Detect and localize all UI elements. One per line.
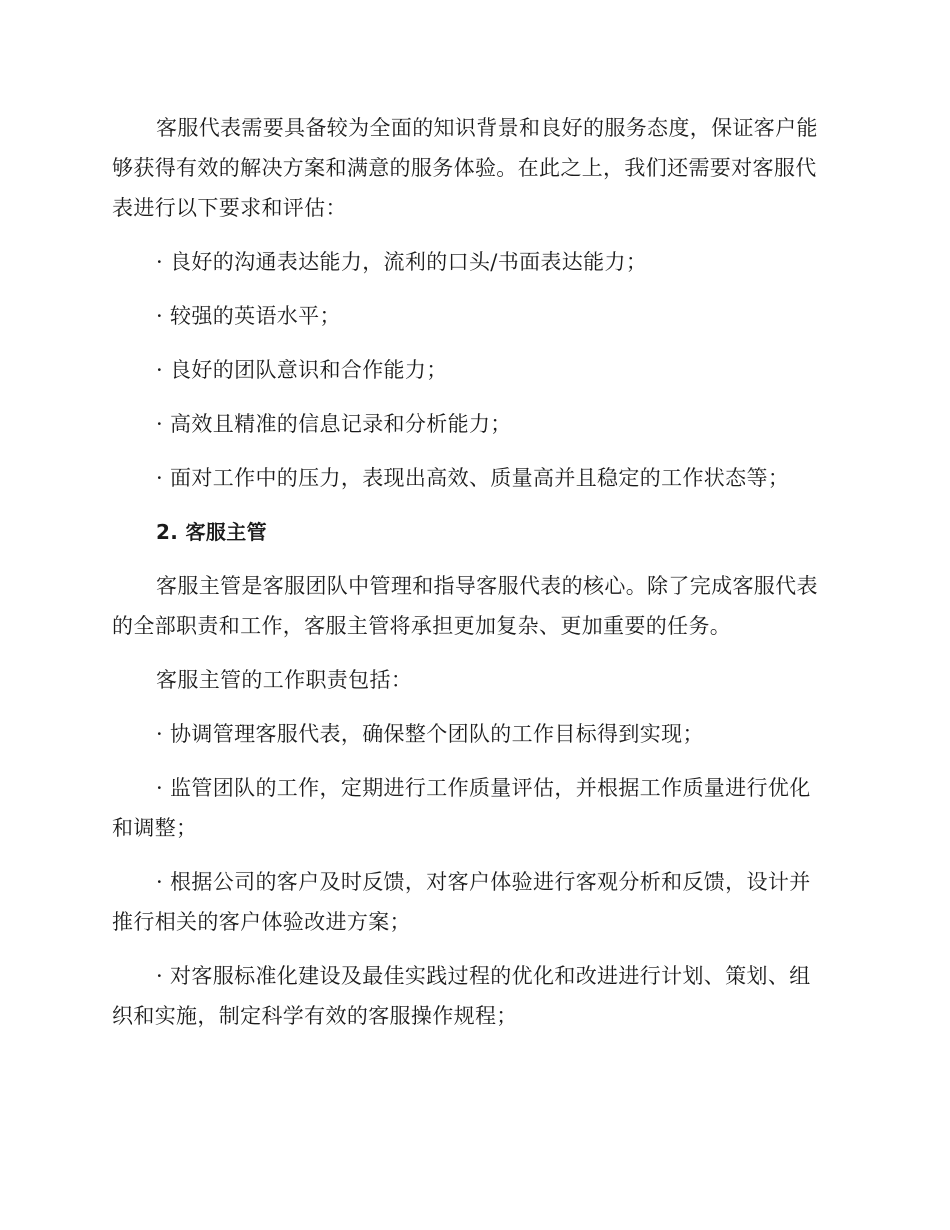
spacer	[112, 552, 830, 566]
spacer	[112, 754, 830, 768]
spacer	[112, 942, 830, 956]
document-body	[112, 108, 830, 1036]
supervisor-duty-item: · 监管团队的工作，定期进行工作质量评估，并根据工作质量进行优化和调整；	[112, 776, 811, 840]
spacer	[112, 228, 830, 242]
spacer	[112, 390, 830, 404]
spacer	[112, 700, 830, 714]
rep-requirement-item: · 面对工作中的压力，表现出高效、质量高并且稳定的工作状态等；	[156, 466, 790, 490]
supervisor-duties-intro: 客服主管的工作职责包括：	[156, 668, 413, 692]
intro-paragraph: 客服代表需要具备较为全面的知识背景和良好的服务态度，保证客户能够获得有效的解决方案和满意的服务体验。在此之上，我们还需要对客服代表进行以下要求和评估：	[112, 116, 818, 220]
supervisor-intro-paragraph: 客服主管是客服团队中管理和指导客服代表的核心。除了完成客服代表的全部职责和工作，客服主管将承担更加复杂、更加重要的任务。	[112, 574, 818, 638]
rep-requirement-item: · 高效且精准的信息记录和分析能力；	[156, 412, 512, 436]
supervisor-duty-item: · 根据公司的客户及时反馈，对客户体验进行客观分析和反馈，设计并推行相关的客户体验改进方案；	[112, 870, 811, 934]
spacer	[112, 498, 830, 512]
supervisor-duty-item: · 协调管理客服代表，确保整个团队的工作目标得到实现；	[156, 722, 704, 746]
rep-requirement-item: · 较强的英语水平；	[156, 304, 341, 328]
spacer	[112, 282, 830, 296]
spacer	[112, 336, 830, 350]
spacer	[112, 444, 830, 458]
rep-requirement-item: · 良好的沟通表达能力，流利的口头/书面表达能力；	[156, 250, 648, 274]
section-heading: 2. 客服主管	[156, 520, 267, 544]
spacer	[112, 848, 830, 862]
supervisor-duty-item: · 对客服标准化建设及最佳实践过程的优化和改进进行计划、策划、组织和实施，制定科学有效的客服操作规程；	[112, 964, 811, 1028]
rep-requirement-item: · 良好的团队意识和合作能力；	[156, 358, 448, 382]
spacer	[112, 646, 830, 660]
